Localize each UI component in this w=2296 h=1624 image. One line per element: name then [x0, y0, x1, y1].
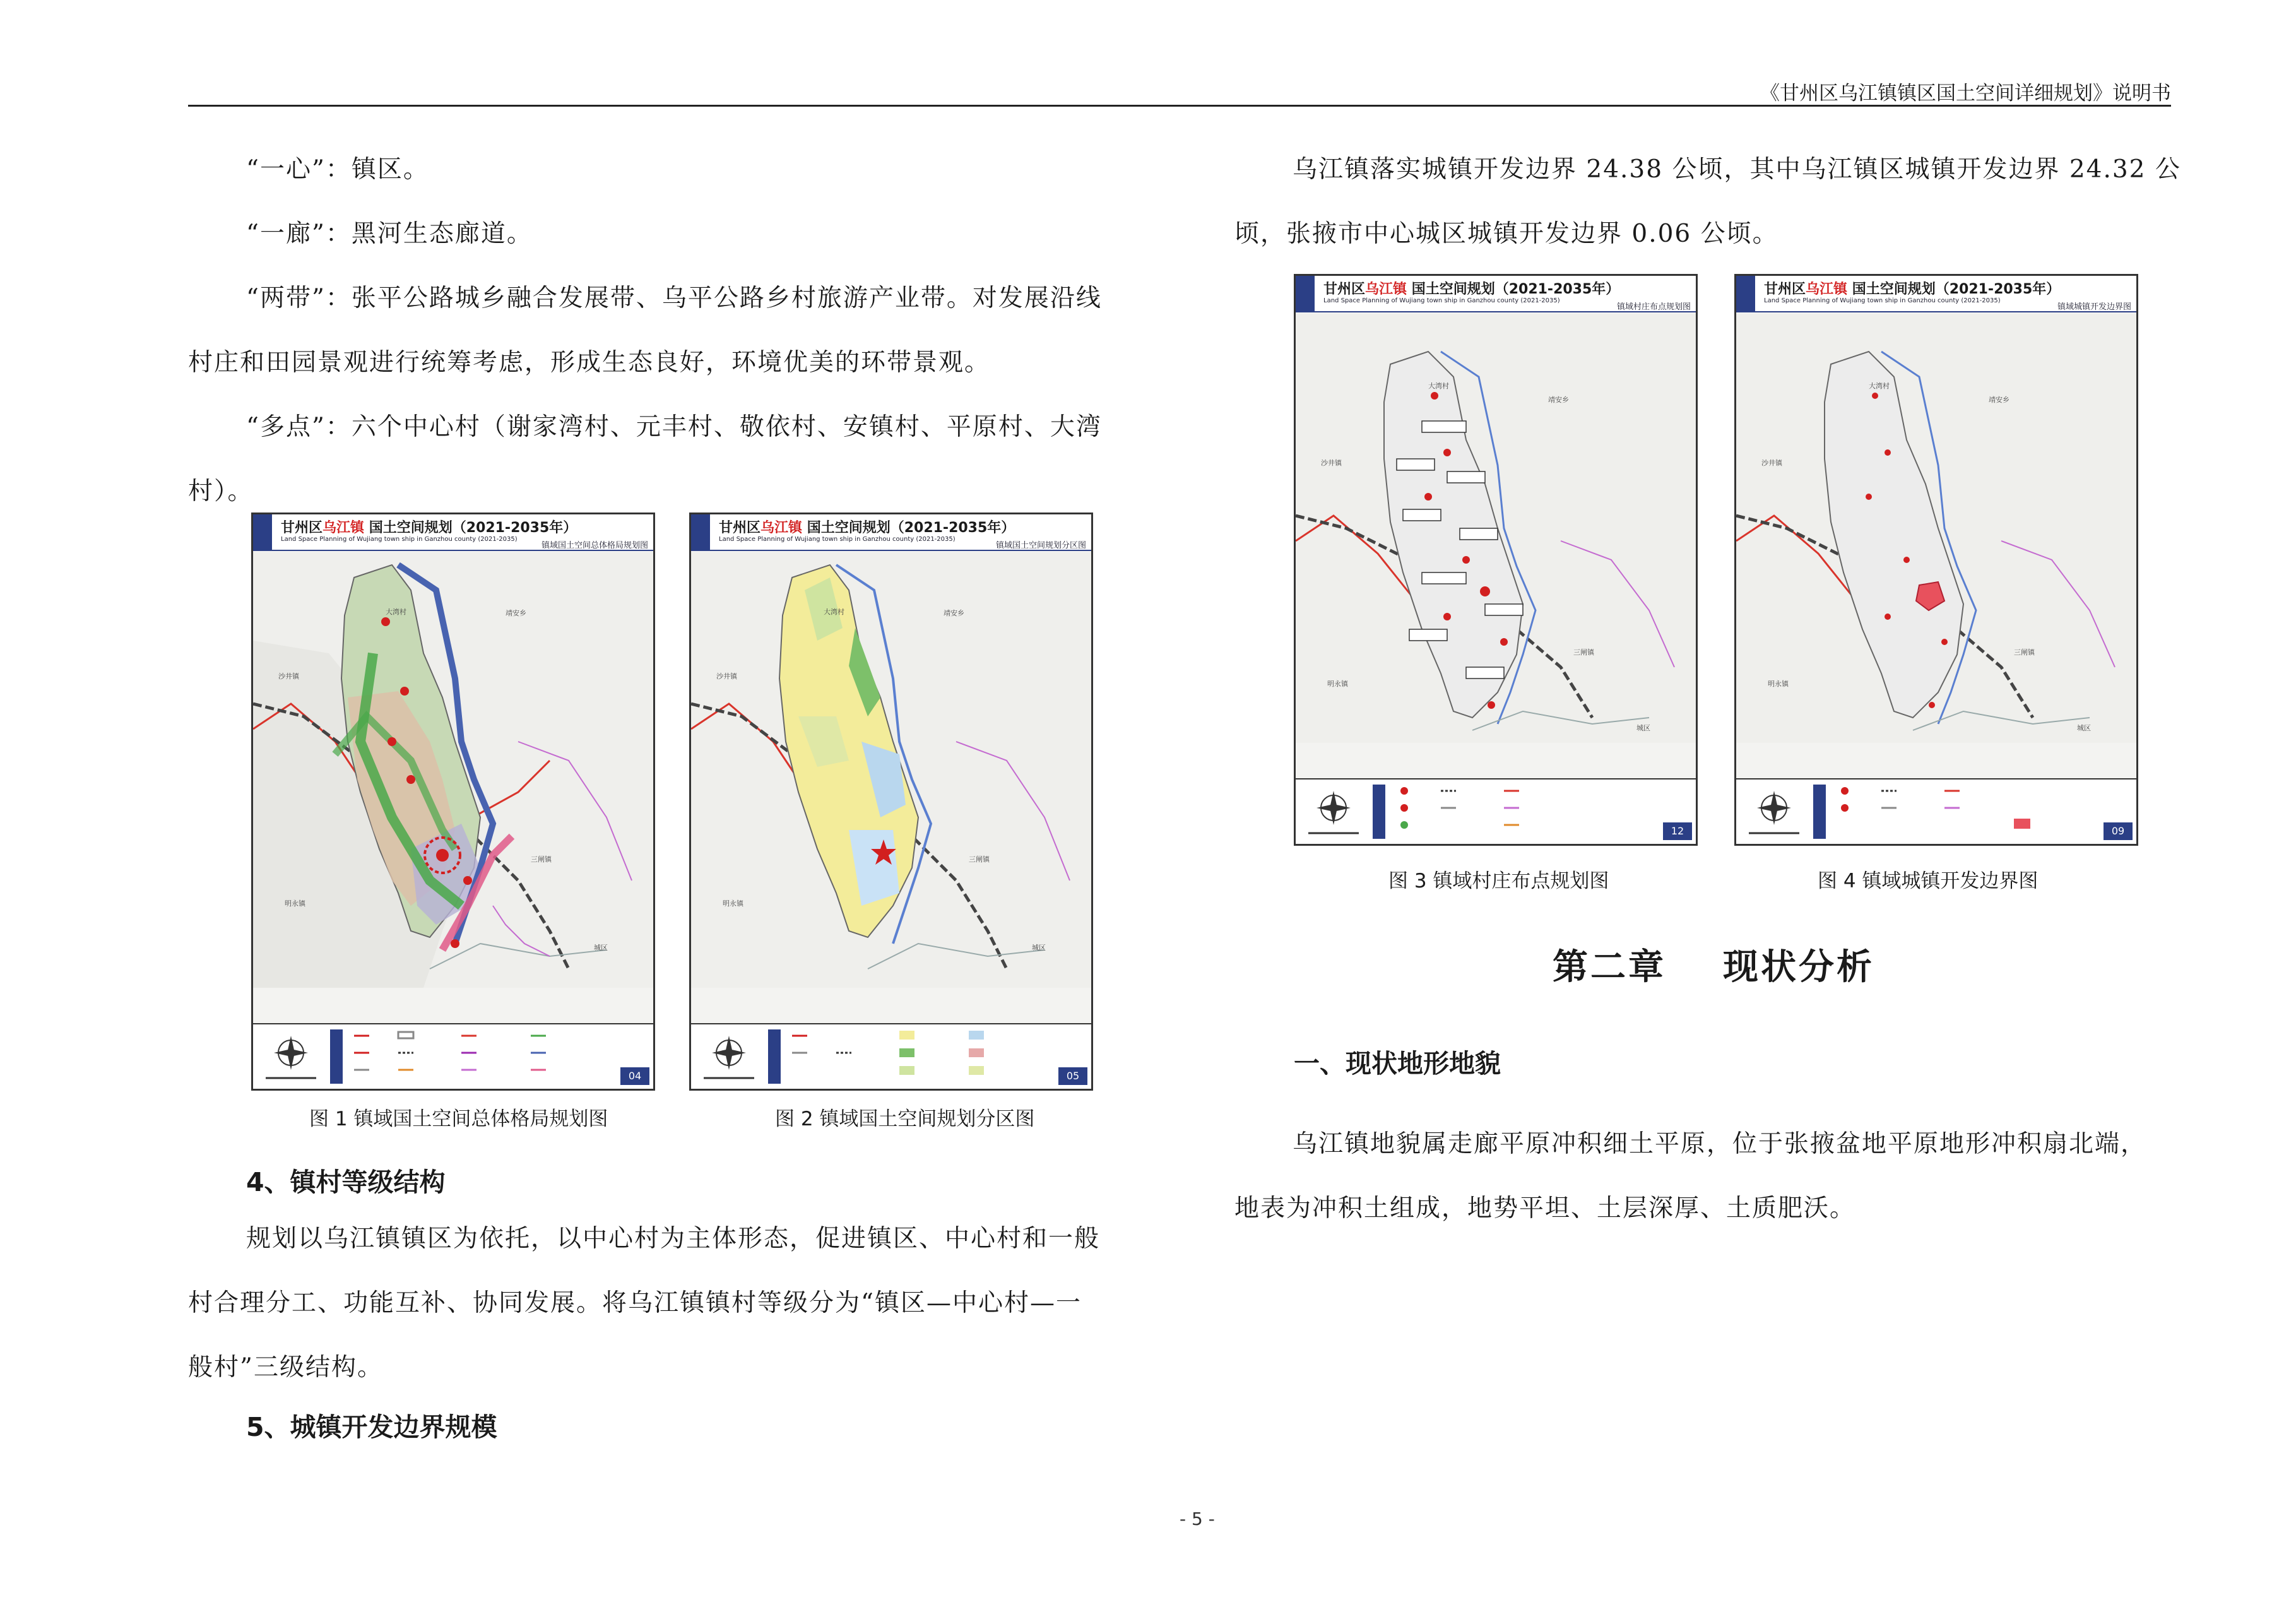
text-line: 乌江镇地貌属走廊平原冲积细土平原，位于张掖盆地平原地形冲积扇北端，	[1293, 1130, 2147, 1158]
place-label: 明永镇	[723, 899, 743, 908]
text-line: 地表为冲积土组成，地势平坦、土层深厚、土质肥沃。	[1234, 1194, 1856, 1223]
place-label: 大湾村	[386, 608, 406, 616]
map-legend	[691, 1023, 1091, 1089]
paragraph-development-boundary	[1234, 138, 2181, 266]
paragraph-terrain	[1234, 1112, 2175, 1241]
place-label: 三闸镇	[969, 855, 990, 863]
map-subtitle: Land Space Planning of Wujiang town ship in Ganzhou county (2021-2035)	[1764, 297, 2001, 304]
map-subtitle: Land Space Planning of Wujiang town ship in Ganzhou county (2021-2035)	[1323, 297, 1560, 304]
text-line: “一廊”：黑河生态廊道。	[246, 220, 533, 248]
map-graphic	[253, 552, 653, 988]
place-label: 沙井镇	[1321, 459, 1342, 467]
map-subtitle: Land Space Planning of Wujiang town ship in Ganzhou county (2021-2035)	[281, 536, 518, 543]
section-heading: 一、现状地形地貌	[1294, 1048, 1501, 1079]
map-figure-1	[251, 513, 655, 1091]
place-label: 靖安乡	[1989, 396, 2009, 404]
text-line: 般村”三级结构。	[188, 1353, 383, 1382]
page-number: - 5 -	[1180, 1508, 1215, 1529]
text-line: 规划以乌江镇镇区为依托，以中心村为主体形态，促进镇区、中心村和一般	[246, 1224, 1101, 1253]
map-legend	[1736, 778, 2136, 844]
map-code: 镇域城镇开发边界图	[2057, 302, 2131, 312]
map-figure-3	[1294, 274, 1698, 846]
figure-caption: 图 2 镇域国土空间规划分区图	[775, 1108, 1035, 1130]
map-graphic	[1296, 314, 1696, 743]
map-figure-2	[689, 513, 1093, 1091]
text-line: 村）。	[188, 477, 254, 506]
place-label: 城区	[2077, 724, 2091, 732]
place-label: 三闸镇	[531, 855, 552, 863]
map-code: 镇域国土空间规划分区图	[995, 541, 1086, 550]
place-label: 三闸镇	[2014, 648, 2035, 656]
map-subtitle: Land Space Planning of Wujiang town ship in Ganzhou county (2021-2035)	[719, 536, 956, 543]
map-graphic	[691, 552, 1091, 988]
map-header	[691, 514, 1091, 551]
map-legend	[253, 1023, 653, 1089]
map-header	[253, 514, 653, 551]
figure-caption: 图 3 镇域村庄布点规划图	[1388, 870, 1609, 892]
header-divider	[188, 105, 2171, 107]
map-title: 甘州区乌江镇 国土空间规划（2021-2035年）	[281, 520, 577, 536]
place-label: 靖安乡	[1548, 396, 1569, 404]
chapter-title: 第二章 现状分析	[1553, 947, 1874, 988]
map-sheet-number: 04	[620, 1067, 649, 1085]
text-line: “两带”：张平公路城乡融合发展带、乌平公路乡村旅游产业带。对发展沿线	[246, 284, 1102, 312]
place-label: 大湾村	[1869, 382, 1890, 390]
map-code: 镇域国土空间总体格局规划图	[541, 541, 648, 550]
map-graphic	[1736, 314, 2136, 743]
place-label: 沙井镇	[278, 672, 299, 680]
map-legend	[1296, 778, 1696, 844]
text-line: “一心”：镇区。	[246, 155, 429, 184]
section-heading: 4、镇村等级结构	[246, 1167, 446, 1197]
figure-caption: 图 1 镇域国土空间总体格局规划图	[309, 1108, 608, 1130]
map-header	[1736, 276, 2136, 312]
map-figure-4	[1734, 274, 2138, 846]
map-title: 甘州区乌江镇 国土空间规划（2021-2035年）	[719, 520, 1015, 536]
place-label: 大湾村	[824, 608, 844, 616]
place-label: 沙井镇	[1761, 459, 1782, 467]
place-label: 明永镇	[1768, 680, 1789, 688]
text-line: 乌江镇落实城镇开发边界 24.38 公顷，其中乌江镇区城镇开发边界 24.32 公	[1293, 155, 2181, 184]
map-title: 甘州区乌江镇 国土空间规划（2021-2035年）	[1764, 282, 2061, 297]
text-line: 村合理分工、功能互补、协同发展。将乌江镇镇村等级分为“镇区—中心村—一	[188, 1289, 1082, 1317]
document-header-title: 《甘州区乌江镇镇区国土空间详细规划》说明书	[1760, 82, 2171, 105]
place-label: 靖安乡	[506, 609, 526, 617]
place-label: 靖安乡	[944, 609, 964, 617]
map-sheet-number: 09	[2104, 822, 2133, 840]
section-heading: 5、城镇开发边界规模	[246, 1412, 497, 1442]
figure-caption: 图 4 镇域城镇开发边界图	[1818, 870, 2039, 892]
place-label: 三闸镇	[1573, 648, 1594, 656]
paragraph-village-structure	[188, 1207, 1128, 1400]
map-title: 甘州区乌江镇 国土空间规划（2021-2035年）	[1323, 282, 1620, 297]
place-label: 城区	[1032, 944, 1046, 952]
paragraph-pattern	[188, 138, 1128, 524]
place-label: 明永镇	[285, 899, 305, 908]
place-label: 城区	[594, 944, 608, 952]
place-label: 明永镇	[1327, 680, 1348, 688]
place-label: 大湾村	[1428, 382, 1449, 390]
place-label: 城区	[1636, 724, 1650, 732]
text-line: 顷，张掖市中心城区城镇开发边界 0.06 公顷。	[1234, 220, 1778, 248]
place-label: 沙井镇	[716, 672, 737, 680]
map-code: 镇域村庄布点规划图	[1616, 302, 1691, 312]
map-header	[1296, 276, 1696, 312]
text-line: 村庄和田园景观进行统筹考虑，形成生态良好，环境优美的环带景观。	[188, 348, 991, 377]
map-sheet-number: 05	[1058, 1067, 1087, 1085]
text-line: “多点”：六个中心村（谢家湾村、元丰村、敬依村、安镇村、平原村、大湾	[246, 413, 1102, 441]
map-sheet-number: 12	[1663, 822, 1692, 840]
